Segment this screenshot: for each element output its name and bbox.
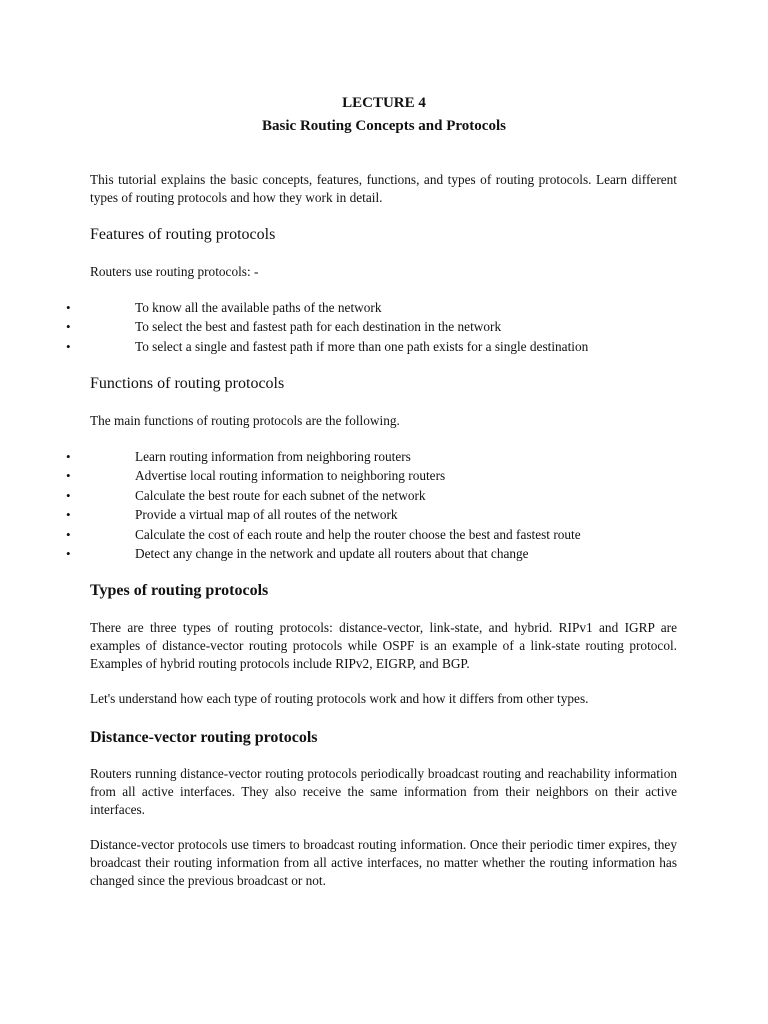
distance-vector-paragraph-1: Routers running distance-vector routing protocols periodically broadcast routing and reachability information from all active interfaces. They also receive the same information from their neighbors on their active interfaces. [90,766,677,817]
bullet-icon: • [66,468,71,484]
list-item-text: Detect any change in the network and update all routers about that change [135,545,529,561]
list-item-text: To select a single and fastest path if more than one path exists for a single destination [135,338,589,354]
bullet-icon: • [66,300,71,315]
list-item [0,466,768,485]
functions-lead: The main functions of routing protocols are the following. [90,413,400,428]
list-item-text: To select the best and fastest path for each destination in the network [135,319,502,335]
list-item [0,505,768,524]
list-item-text: Calculate the cost of each route and help the router choose the best and fastest route [135,526,581,542]
list-item-text: Learn routing information from neighboring routers [135,449,411,464]
list-item [0,317,768,336]
features-lead: Routers use routing protocols: - [90,264,259,279]
list-item [0,298,768,317]
bullet-icon: • [66,449,71,464]
bullet-icon: • [66,338,71,354]
types-paragraph-2: Let's understand how each type of routing protocols work and how it differs from other types. [90,691,589,706]
types-heading: Types of routing protocols [90,582,269,599]
list-item-text: To know all the available paths of the network [135,300,382,315]
distance-vector-heading: Distance-vector routing protocols [90,729,318,746]
intro-paragraph: This tutorial explains the basic concepts, features, functions, and types of routing protocols. Learn different types of routing protocols and how they work in detail. [90,172,677,205]
list-item-text: Provide a virtual map of all routes of the network [135,507,398,523]
features-heading: Features of routing protocols [90,226,276,243]
functions-list [0,447,768,563]
features-list [0,298,768,356]
functions-heading: Functions of routing protocols [90,375,285,392]
lecture-number: LECTURE 4 [342,95,426,111]
list-item [0,525,768,544]
bullet-icon: • [66,319,71,335]
bullet-icon: • [66,507,71,523]
bullet-icon: • [66,526,71,542]
bullet-icon: • [66,487,71,503]
list-item-text: Calculate the best route for each subnet of the network [135,487,426,503]
bullet-icon: • [66,545,71,561]
document-title: Basic Routing Concepts and Protocols [262,118,506,134]
list-item [0,337,768,356]
list-item [0,447,768,466]
distance-vector-paragraph-2: Distance-vector protocols use timers to broadcast routing information. Once their periodic timer expires, they broadcast their routing information from all active interfaces, no matter whether the routing information has changed since the previous broadcast or not. [90,837,677,888]
types-paragraph-1: There are three types of routing protocols: distance-vector, link-state, and hybrid. RIPv1 and IGRP are examples of distance-vector routing protocols while OSPF is an example of a link-state routing protocol. Examples of hybrid routing protocols include RIPv2, EIGRP, and BGP. [90,620,677,671]
list-item-text: Advertise local routing information to neighboring routers [135,468,446,484]
list-item [0,486,768,505]
list-item [0,544,768,563]
